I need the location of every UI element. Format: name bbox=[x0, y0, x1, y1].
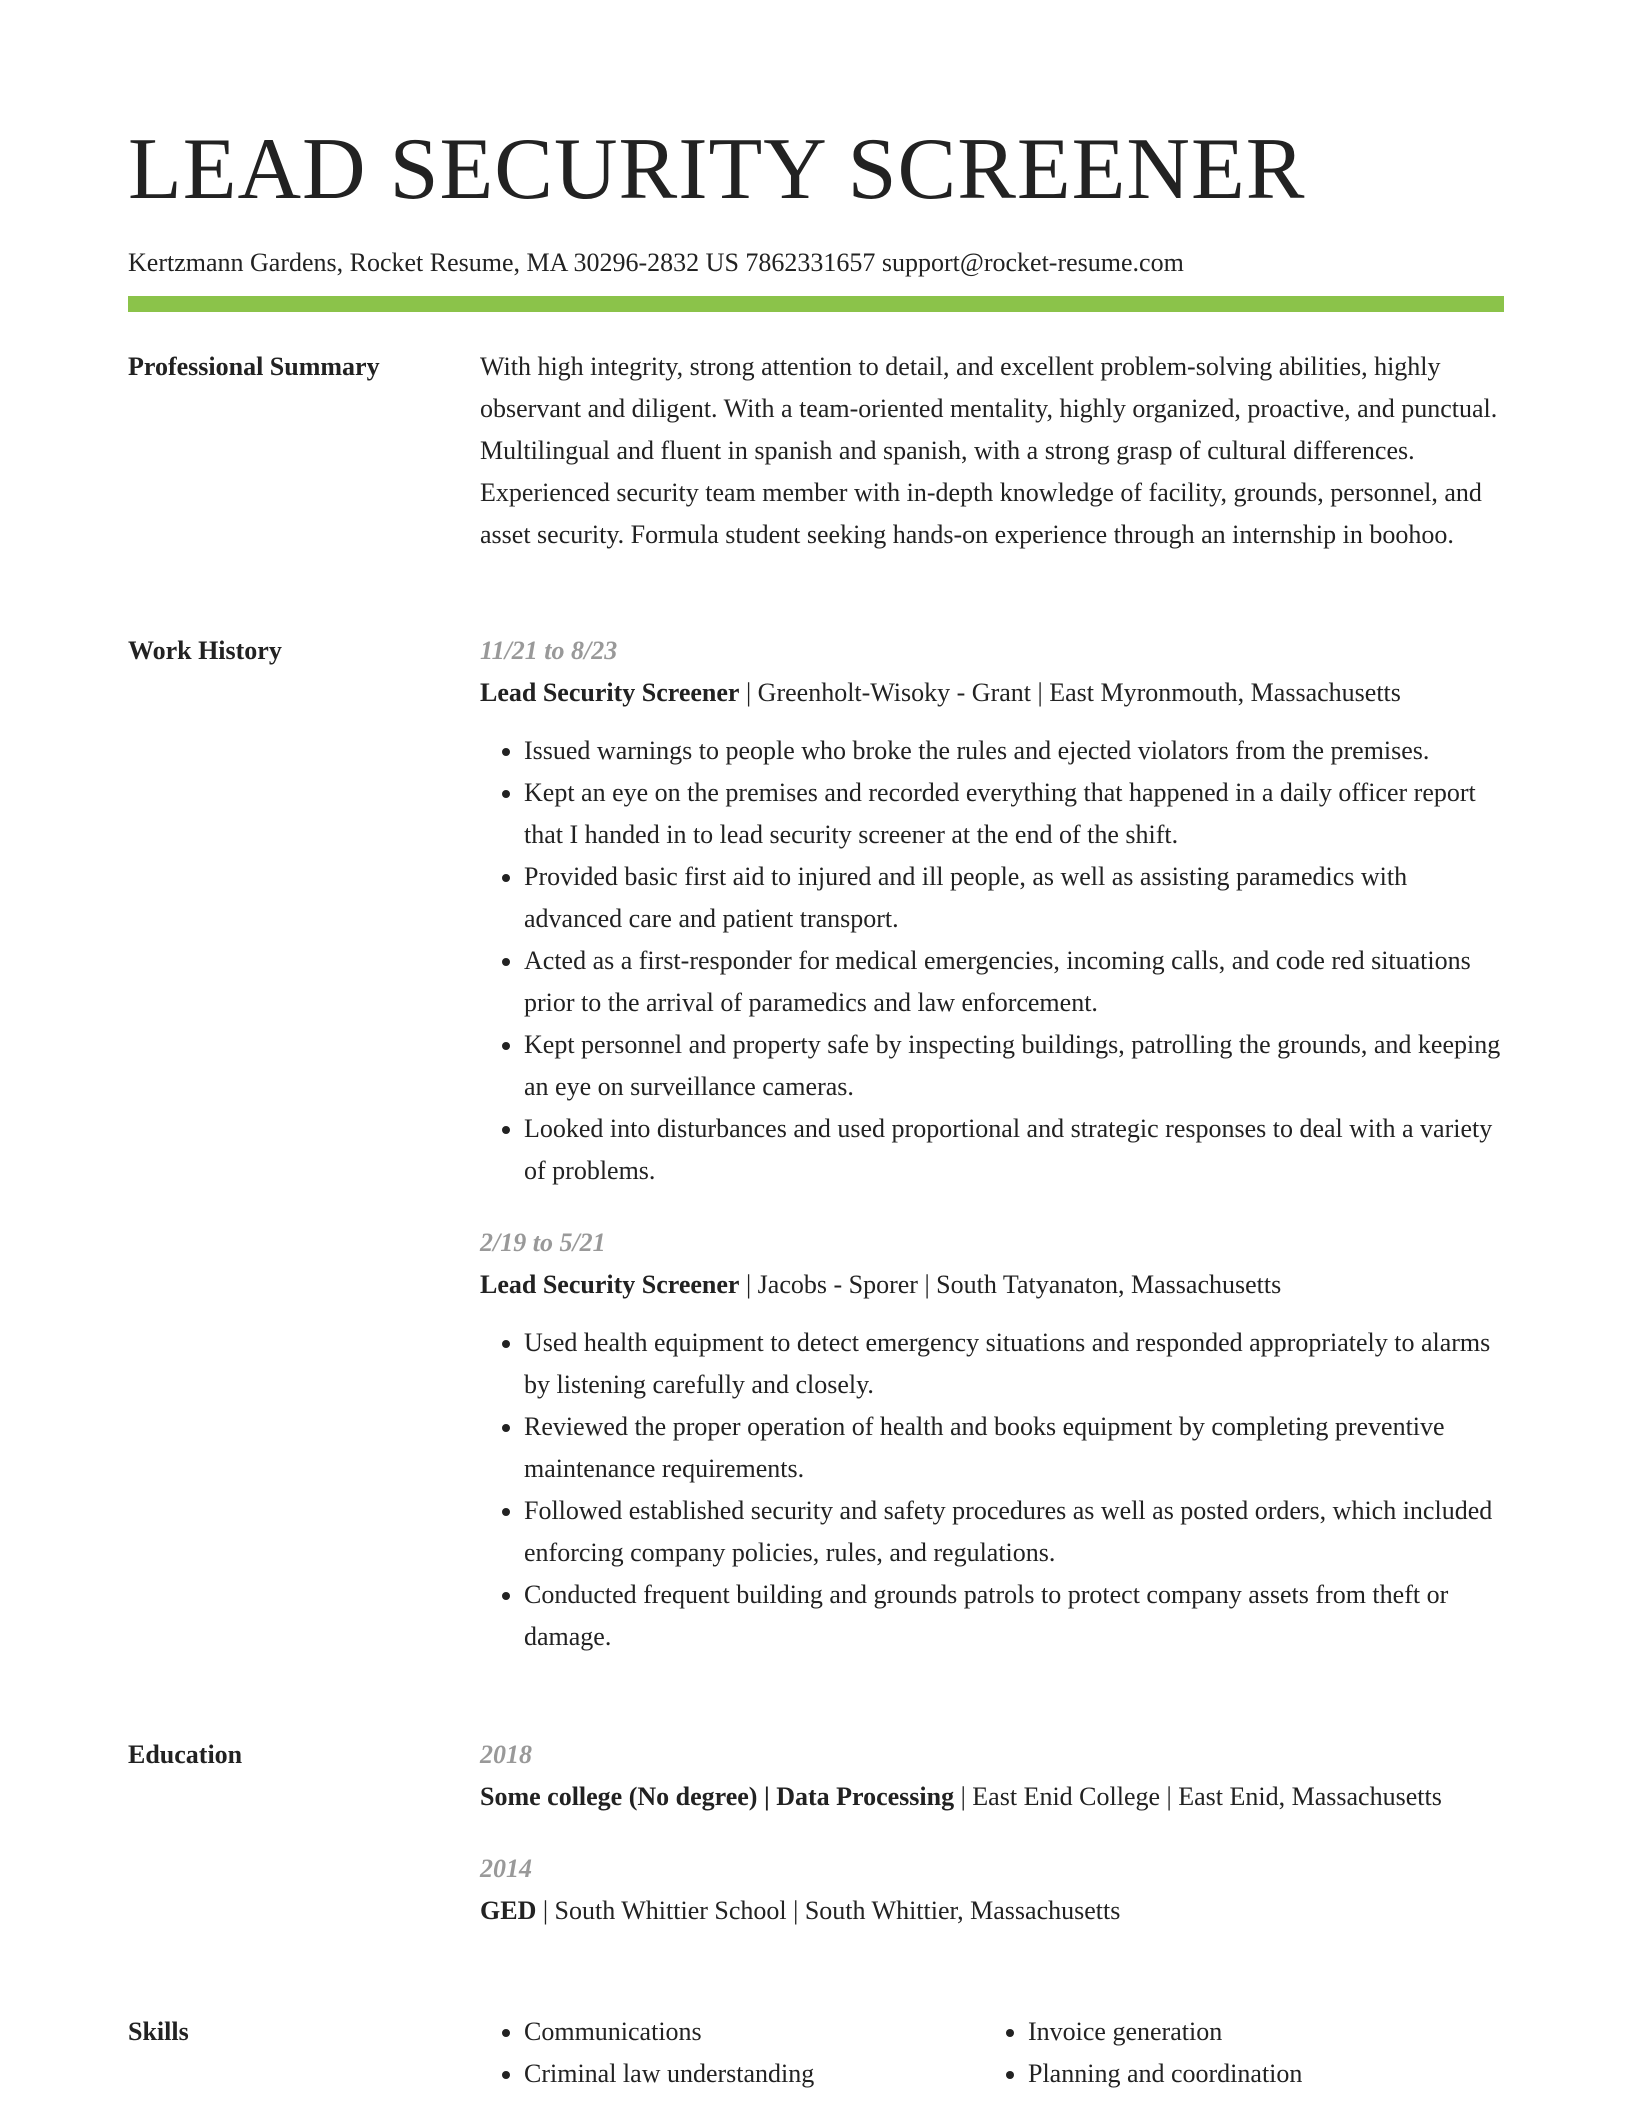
education-line bbox=[480, 1776, 1504, 1818]
education-details: | East Enid College | East Enid, Massachusetts bbox=[954, 1782, 1442, 1811]
contact-line: Kertzmann Gardens, Rocket Resume, MA 30296-2832 US 7862331657 support@rocket-resume.com bbox=[128, 248, 1184, 277]
job-dates: 2/19 to 5/21 bbox=[480, 1228, 606, 1257]
list-item: • Followed established security and safety procedures as well as posted orders, which included enforcing company policies, rules, and regulations. bbox=[524, 1490, 1504, 1574]
skill-item: • Communications bbox=[524, 2011, 984, 2053]
section-work-history bbox=[128, 630, 1504, 1658]
job-entry bbox=[480, 1222, 1504, 1658]
list-item: • Looked into disturbances and used proportional and strategic responses to deal with a variety of problems. bbox=[524, 1108, 1504, 1192]
list-item: • Reviewed the proper operation of health and books equipment by completing preventive maintenance requirements. bbox=[524, 1406, 1504, 1490]
list-item: • Issued warnings to people who broke the rules and ejected violators from the premises. bbox=[524, 730, 1504, 772]
education-degree: GED bbox=[480, 1896, 537, 1925]
job-bullets bbox=[480, 1322, 1504, 1658]
skill-item: • Criminal law understanding bbox=[524, 2053, 984, 2095]
job-details: | Greenholt-Wisoky - Grant | East Myronmouth, Massachusetts bbox=[739, 678, 1401, 707]
job-entry bbox=[480, 630, 1504, 1192]
job-title-line bbox=[480, 672, 1504, 714]
job-bullets bbox=[480, 730, 1504, 1192]
skills-column-left bbox=[480, 2011, 984, 2095]
education-year: 2014 bbox=[480, 1854, 532, 1883]
summary-text: With high integrity, strong attention to detail, and excellent problem-solving abilities, highly observant and diligent. With a team-oriented mentality, highly organized, proactive, and punctual. Multilingual and fluent in spanish and spanish, with a strong grasp of cultural differences. Experienced security team member with in-depth knowledge of facility, grounds, personnel, and asset security. Formula student seeking hands-on experience through an internship in boohoo. bbox=[480, 352, 1498, 549]
job-details: | Jacobs - Sporer | South Tatyanaton, Massachusetts bbox=[739, 1270, 1282, 1299]
section-education bbox=[128, 1734, 1504, 1932]
education-entry bbox=[480, 1848, 1504, 1932]
education-year: 2018 bbox=[480, 1740, 532, 1769]
education-entry bbox=[480, 1734, 1504, 1818]
skills-grid bbox=[480, 2011, 1504, 2095]
list-item: • Acted as a first-responder for medical emergencies, incoming calls, and code red situations prior to the arrival of paramedics and law enforcement. bbox=[524, 940, 1504, 1024]
section-title: Education bbox=[128, 1740, 243, 1769]
list-item: • Conducted frequent building and grounds patrols to protect company assets from theft or damage. bbox=[524, 1574, 1504, 1658]
list-item: • Used health equipment to detect emergency situations and responded appropriately to alarms by listening carefully and closely. bbox=[524, 1322, 1504, 1406]
job-title: Lead Security Screener bbox=[480, 1270, 740, 1299]
list-item: • Kept an eye on the premises and recorded everything that happened in a daily officer report that I handed in to lead security screener at the end of the shift. bbox=[524, 772, 1504, 856]
section-title: Work History bbox=[128, 636, 282, 665]
job-dates: 11/21 to 8/23 bbox=[480, 636, 618, 665]
skills-column-right bbox=[984, 2011, 1488, 2095]
education-degree: Some college (No degree) | Data Processing bbox=[480, 1782, 955, 1811]
section-skills bbox=[128, 2011, 1504, 2095]
section-title: Skills bbox=[128, 2017, 189, 2046]
resume-header bbox=[128, 118, 1504, 312]
section-summary bbox=[128, 346, 1504, 556]
job-title: Lead Security Screener bbox=[480, 678, 740, 707]
header-divider bbox=[128, 296, 1504, 312]
candidate-name: LEAD SECURITY SCREENER bbox=[128, 121, 1306, 218]
education-details: | South Whittier School | South Whittier, Massachusetts bbox=[536, 1896, 1121, 1925]
education-line bbox=[480, 1890, 1504, 1932]
job-title-line bbox=[480, 1264, 1504, 1306]
section-title: Professional Summary bbox=[128, 352, 380, 381]
skill-item: • Planning and coordination bbox=[1028, 2053, 1488, 2095]
list-item: • Provided basic first aid to injured and ill people, as well as assisting paramedics with advanced care and patient transport. bbox=[524, 856, 1504, 940]
skill-item: • Invoice generation bbox=[1028, 2011, 1488, 2053]
list-item: • Kept personnel and property safe by inspecting buildings, patrolling the grounds, and keeping an eye on surveillance cameras. bbox=[524, 1024, 1504, 1108]
